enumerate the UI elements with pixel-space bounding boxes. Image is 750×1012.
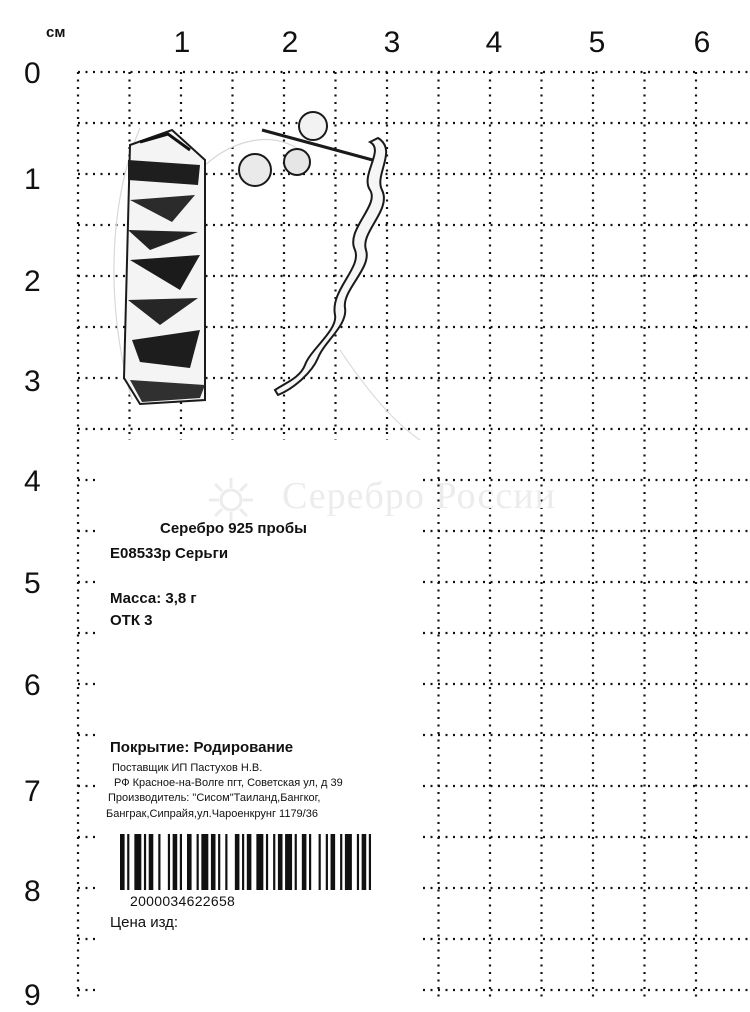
barcode-bar [180, 834, 182, 890]
supplier-line: Производитель: "Сисом"Таиланд,Бангког, [108, 792, 321, 804]
supplier-line: Поставщик ИП Пастухов Н.В. [112, 762, 263, 774]
barcode-bar [331, 834, 336, 890]
price-label: Цена изд: [110, 914, 179, 931]
barcode-bar [187, 834, 192, 890]
barcode [118, 834, 380, 892]
y-axis-label-4: 4 [24, 465, 41, 498]
y-axis-label-7: 7 [24, 775, 41, 808]
coating-text: Покрытие: Родирование [110, 739, 294, 756]
y-axis-label-5: 5 [24, 567, 41, 600]
x-axis-label-3: 3 [383, 26, 401, 59]
barcode-bar [266, 834, 268, 890]
barcode-bar [225, 834, 227, 890]
hoop-earring [124, 130, 205, 404]
barcode-bar [149, 834, 154, 890]
barcode-bar [173, 834, 178, 890]
article-text: E08533р Серьги [110, 545, 229, 562]
ean-number: 2000034622658 [130, 893, 236, 909]
unit-label: см [46, 24, 66, 41]
barcode-bar [285, 834, 292, 890]
barcode-bar [120, 834, 125, 890]
barcode-bar [357, 834, 359, 890]
x-axis-label-4: 4 [485, 26, 503, 59]
barcode-bar [211, 834, 216, 890]
barcode-bar [326, 834, 328, 890]
watermark-text: Серебро России [282, 475, 556, 517]
barcode-bar [168, 834, 170, 890]
x-axis-label-1: 1 [173, 26, 191, 59]
barcode-bar [295, 834, 297, 890]
earring-post [239, 112, 380, 186]
y-axis-label-0: 0 [24, 57, 41, 90]
barcode-bar [362, 834, 367, 890]
barcode-bar [127, 834, 129, 890]
barcode-bar [302, 834, 307, 890]
barcode-bar [256, 834, 263, 890]
otk-text: ОТК 3 [110, 612, 153, 629]
barcode-bar [144, 834, 146, 890]
barcode-bar [319, 834, 321, 890]
y-axis-label-2: 2 [24, 265, 41, 298]
barcode-bar [273, 834, 275, 890]
climber-earring [275, 138, 386, 395]
material-text: Серебро 925 пробы [160, 520, 307, 537]
barcode-bar [235, 834, 240, 890]
barcode-bar [309, 834, 311, 890]
barcode-bar [340, 834, 342, 890]
supplier-line: РФ Красное-на-Волге пгт, Советская ул, д 39 [114, 777, 343, 789]
barcode-bar [369, 834, 371, 890]
supplier-line: Банграк,Сипрайя,ул.Чароенкрунг 1179/36 [106, 808, 318, 820]
barcode-bar [158, 834, 160, 890]
barcode-bar [345, 834, 352, 890]
y-axis-label-9: 9 [24, 979, 41, 1012]
barcode-bar [242, 834, 244, 890]
barcode-bar [197, 834, 199, 890]
mass-text: Масса: 3,8 г [110, 590, 197, 607]
barcode-bar [218, 834, 220, 890]
earring-illustration [0, 0, 750, 440]
y-axis-label-3: 3 [24, 365, 41, 398]
barcode-bar [278, 834, 283, 890]
y-axis-label-6: 6 [24, 669, 41, 702]
barcode-bar [247, 834, 252, 890]
y-axis-label-1: 1 [24, 163, 41, 196]
x-axis-label-2: 2 [281, 26, 299, 59]
barcode-bar [201, 834, 208, 890]
barcode-bar [134, 834, 141, 890]
x-axis-label-5: 5 [588, 26, 606, 59]
y-axis-label-8: 8 [24, 875, 41, 908]
x-axis-label-6: 6 [693, 26, 711, 59]
